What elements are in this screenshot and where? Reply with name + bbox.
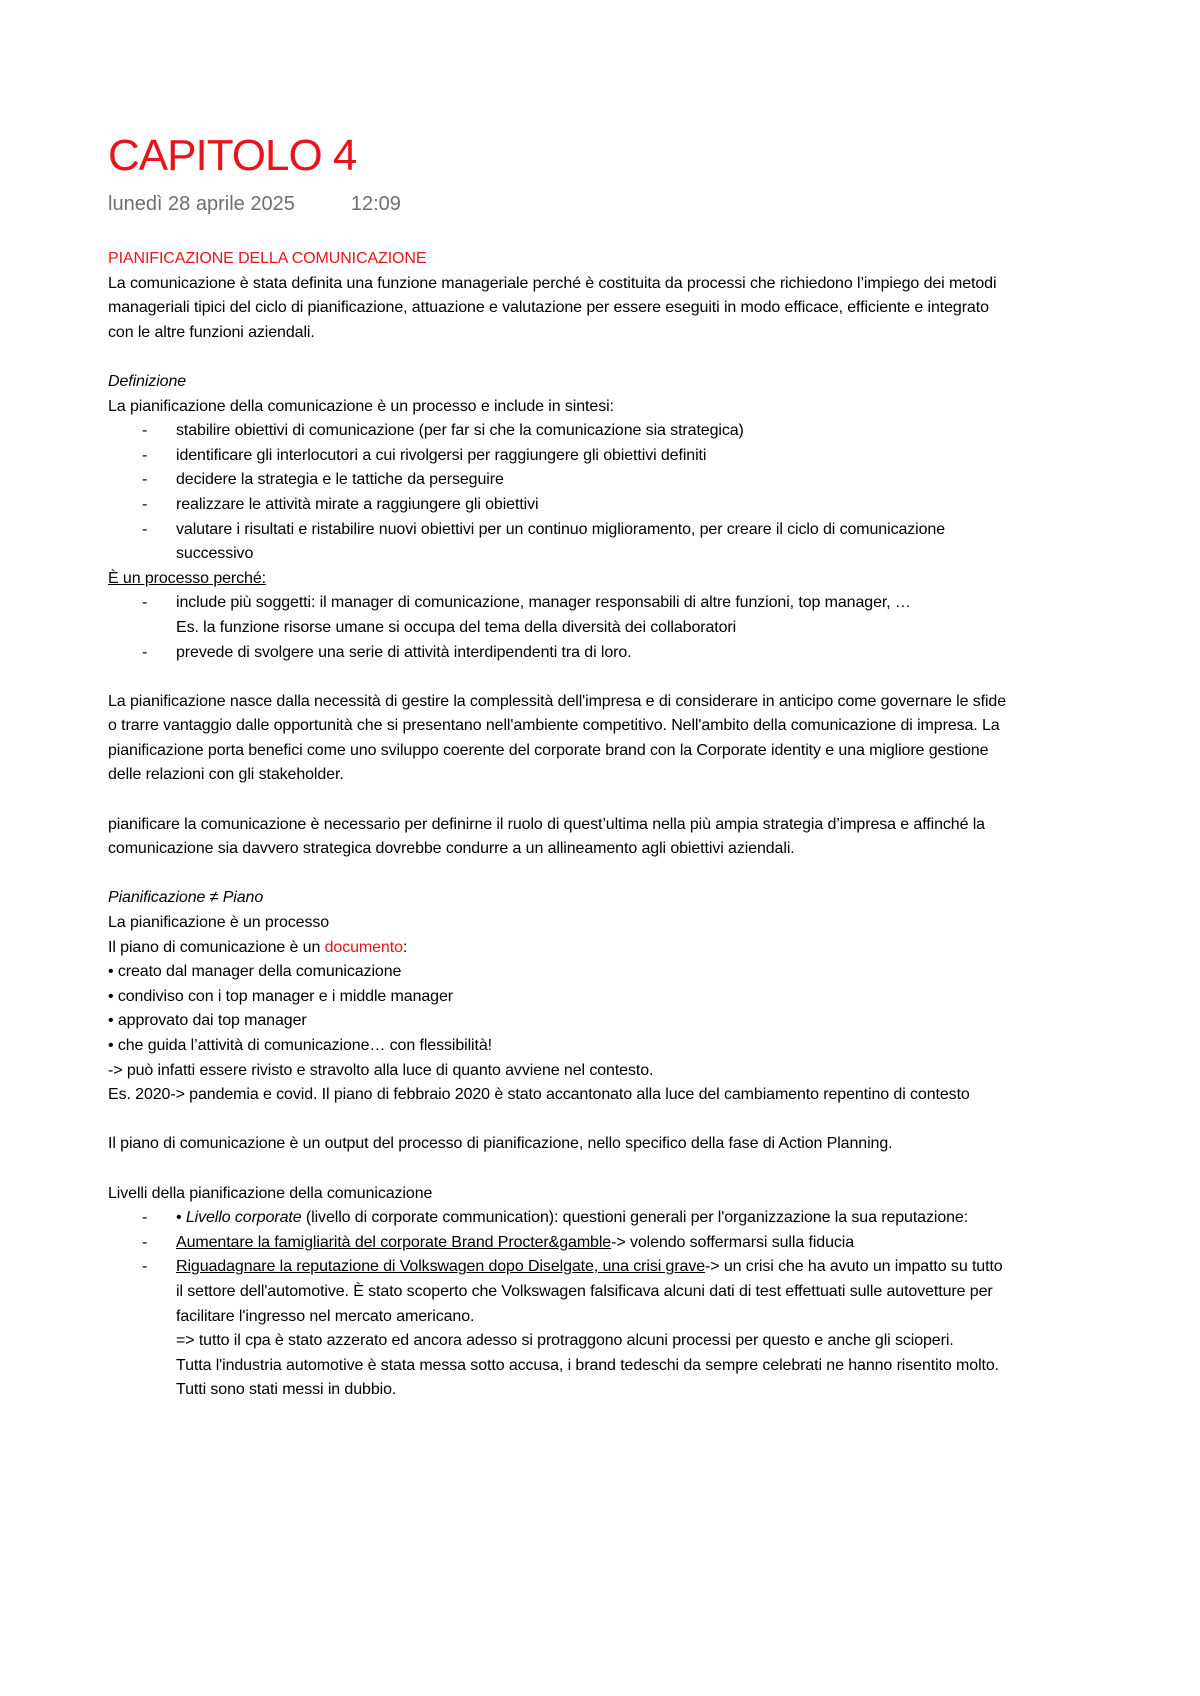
livelli-item3-underlined: Riguadagnare la reputazione di Volkswagen dopo Diselgate, una crisi grave [176,1258,706,1276]
note-body [108,247,1008,1403]
livelli-item3-extra1: => tutto il cpa è stato azzerato ed ancora adesso si protraggono alcuni processi per questo e anche gli scioperi. [176,1332,954,1350]
livelli-item1-rest: (livello di corporate communication): questioni generali per l'organizzazione la sua reputazione: [301,1209,969,1227]
livelli-item3-rest: -> un crisi che ha avuto un impatto su tutto il settore dell'automotive. È stato scoperto che Volkswagen falsificava alcuni dati di test effettuati sulle autovetture per facilitare l'ingresso nel mercato americano. [176,1258,1003,1325]
piano-line-processo: La pianificazione è un processo [108,914,330,932]
piano-documento-highlight: documento [324,938,403,956]
dash-marker: - [142,446,148,464]
list-item [108,518,1008,567]
bullet-item: • che guida l’attività di comunicazione… con flessibilità! [108,1037,492,1054]
list-item [108,591,1008,616]
spacer [108,345,1008,370]
piano-arrow-line: -> può infatti essere rivisto e stravolto alla luce di quanto avviene nel contesto. [108,1061,654,1079]
page-time: 12:09 [350,193,401,215]
processo-heading: È un processo perché: [108,569,266,587]
page-title: CAPITOLO 4 [108,131,357,180]
piano-line-after: : [402,938,408,956]
dash-marker: - [142,495,148,513]
piano-output: Il piano di comunicazione è un output del processo di pianificazione, nello specifico della fase di Action Planning. [108,1135,893,1153]
spacer [108,665,1008,690]
section-heading-pianificazione: PIANIFICAZIONE DELLA COMUNICAZIONE [108,250,427,267]
list-item [108,493,1008,518]
list-item [108,1231,1008,1256]
list-item-text: stabilire obiettivi di comunicazione (per far si che la comunicazione sia strategica) [176,422,744,440]
dash-marker: - [142,520,148,538]
page-meta [108,190,1008,218]
piano-line-before: Il piano di comunicazione è un [108,938,325,956]
dash-marker: - [142,643,148,661]
paragraph-strategia: pianificare la comunicazione è necessario per definirne il ruolo di quest’ultima nella più ampia strategia d’impresa e affinché la comunicazione sia davvero strategica dovrebbe condurre a un allineamento agli obiettivi aziendali. [108,815,985,858]
list-item-text: valutare i risultati e ristabilire nuovi obiettivi per un continuo miglioramento, per creare il ciclo di comunicazione successivo [176,520,946,563]
page-date: lunedì 28 aprile 2025 [108,193,295,215]
list-item-text: realizzare le attività mirate a raggiungere gli obiettivi [176,495,539,513]
list-item-text: identificare gli interlocutori a cui rivolgersi per raggiungere gli obiettivi definiti [176,446,707,464]
piano-example: Es. 2020-> pandemia e covid. Il piano di febbraio 2020 è stato accantonato alla luce del cambiamento repentino di contesto [108,1086,970,1104]
piano-line-documento [108,936,1008,961]
document-page [108,128,1008,1403]
list-item [108,1206,1008,1231]
bullet-item: • approvato dai top manager [108,1012,307,1030]
piano-heading: Pianificazione ≠ Piano [108,889,264,907]
list-item [108,419,1008,444]
spacer [108,788,1008,813]
livelli-item1-italic: Livello corporate [185,1209,302,1227]
list-item [108,444,1008,469]
livelli-item2-rest: -> volendo soffermarsi sulla fiducia [611,1233,855,1251]
definizione-intro: La pianificazione della comunicazione è un processo e include in sintesi: [108,397,614,415]
dash-marker: - [142,422,148,440]
paragraph-intro: La comunicazione è stata definita una funzione manageriale perché è costituita da processi che richiedono l’impiego dei metodi manageriali tipici del ciclo di pianificazione, attuazione e valutazione per essere eseguiti in modo efficace, efficiente e integrato con le altre funzioni aziendali. [108,274,997,341]
list-item [108,468,1008,493]
dash-marker: - [142,1209,148,1227]
bullet-item: • creato dal manager della comunicazione [108,963,402,981]
processo-example: Es. la funzione risorse umane si occupa del tema della diversità dei collaboratori [176,618,737,636]
dash-marker: - [142,1233,148,1251]
list-item-text: prevede di svolgere una serie di attività interdipendenti tra di loro. [176,643,632,661]
livelli-item2-underlined: Aumentare la famigliarità del corporate Brand Procter&gamble [176,1233,612,1251]
spacer [108,862,1008,887]
dash-marker: - [142,1258,148,1276]
spacer [108,1157,1008,1182]
list-item-text: decidere la strategia e le tattiche da perseguire [176,471,504,489]
livelli-item3-extra2: Tutta l'industria automotive è stata messa sotto accusa, i brand tedeschi da sempre celebrati ne hanno risentito molto. Tutti sono stati messi in dubbio. [176,1356,1000,1399]
dash-marker: - [142,471,148,489]
list-item [108,1255,1008,1329]
list-item [108,641,1008,666]
spacer [108,1108,1008,1133]
livelli-item1-prefix: • [176,1209,186,1227]
list-item-text: include più soggetti: il manager di comunicazione, manager responsabili di altre funzioni, top manager, … [176,594,911,612]
dash-marker: - [142,594,148,612]
paragraph-complessita: La pianificazione nasce dalla necessità di gestire la complessità dell'impresa e di considerare in anticipo come governare le sfide o trarre vantaggio dalle opportunità che si presentano nell'ambiente competitivo. Nell'ambito della comunicazione di impresa. La pianificazione porta benefici come uno sviluppo coerente del corporate brand con la Corporate identity e una migliore gestione delle relazioni con gli stakeholder. [108,692,1007,784]
definizione-heading: Definizione [108,372,187,390]
livelli-heading: Livelli della pianificazione della comunicazione [108,1184,433,1202]
bullet-item: • condiviso con i top manager e i middle manager [108,987,453,1005]
